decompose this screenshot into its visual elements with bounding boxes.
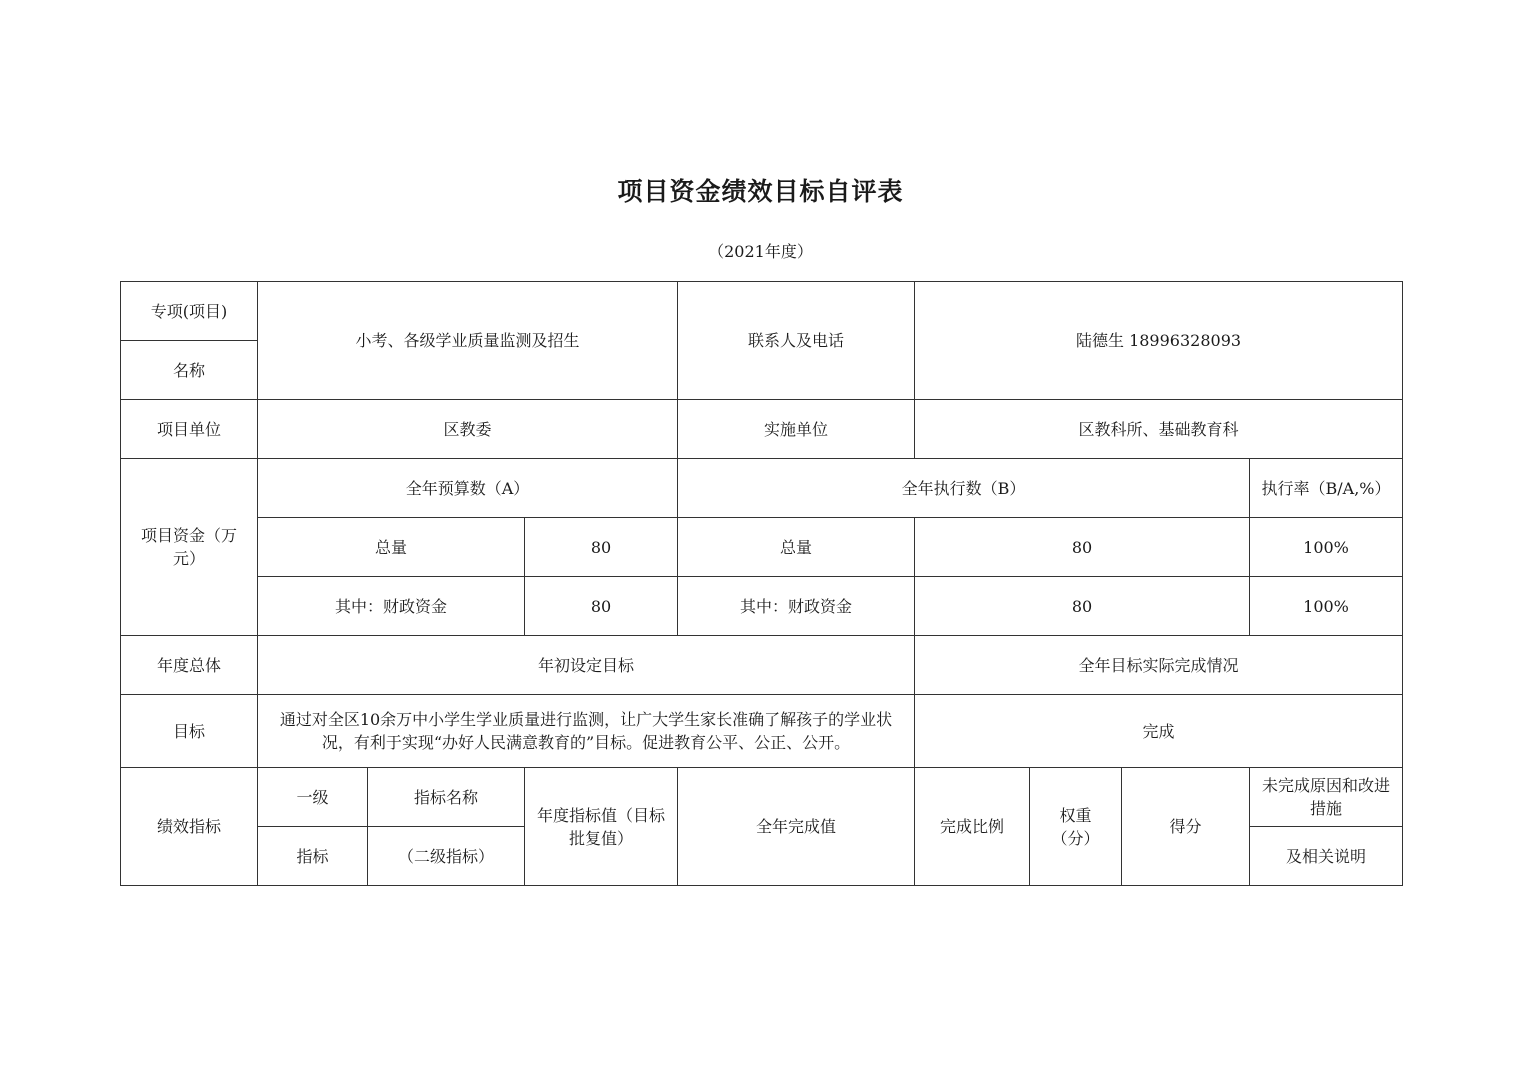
actual-goal-text: 完成	[915, 695, 1403, 768]
impl-unit-value: 区教科所、基础教育科	[915, 400, 1403, 459]
project-name-label-top: 专项(项目)	[121, 282, 258, 341]
executed-header: 全年执行数（B）	[678, 459, 1250, 518]
contact-label: 联系人及电话	[678, 282, 915, 400]
reason-header-top	[1250, 768, 1403, 827]
budget-total-label: 总量	[258, 518, 525, 577]
exec-total-value: 80	[915, 518, 1250, 577]
project-unit-value: 区教委	[258, 400, 678, 459]
self-evaluation-table	[120, 281, 1403, 886]
rate-total-value: 100%	[1250, 518, 1403, 577]
initial-goal-text: 通过对全区10余万中小学生学业质量进行监测，让广大学生家长准确了解孩子的学业状况，有利于实现“办好人民满意教育的”目标。促进教育公平、公正、公开。	[258, 695, 915, 768]
funds-row-fiscal	[121, 577, 1403, 636]
impl-unit-label: 实施单位	[678, 400, 915, 459]
annual-completed-header: 全年完成值	[678, 768, 915, 886]
performance-label: 绩效指标	[121, 768, 258, 886]
score-header: 得分	[1122, 768, 1250, 886]
project-unit-label: 项目单位	[121, 400, 258, 459]
funds-label	[121, 459, 258, 636]
indicator-name-header-top: 指标名称	[368, 768, 525, 827]
weight-header	[1030, 768, 1122, 886]
reason-text-top: 未完成原因和改进措施	[1262, 776, 1391, 818]
level1-header-bottom: 指标	[258, 827, 368, 886]
funds-label-text: 项目资金（万元）	[140, 526, 237, 568]
rate-fiscal-value: 100%	[1250, 577, 1403, 636]
exec-fiscal-label: 其中：财政资金	[678, 577, 915, 636]
completion-ratio-header: 完成比例	[915, 768, 1030, 886]
level1-header-top: 一级	[258, 768, 368, 827]
project-name-value: 小考、各级学业质量监测及招生	[258, 282, 678, 400]
indicator-name-header-bottom: （二级指标）	[368, 827, 525, 886]
project-name-label-bottom: 名称	[121, 341, 258, 400]
target-value-header	[525, 768, 678, 886]
exec-fiscal-value: 80	[915, 577, 1250, 636]
annual-goal-label-bottom: 目标	[121, 695, 258, 768]
target-value-text: 年度指标值（目标批复值）	[536, 805, 665, 848]
reason-header-bottom: 及相关说明	[1250, 827, 1403, 886]
annual-goal-label-top: 年度总体	[121, 636, 258, 695]
contact-value: 陆德生 18996328093	[915, 282, 1403, 400]
initial-goal-header: 年初设定目标	[258, 636, 915, 695]
exec-total-label: 总量	[678, 518, 915, 577]
rate-header: 执行率（B/A,%）	[1250, 459, 1403, 518]
budget-fiscal-value: 80	[525, 577, 678, 636]
funds-row-total	[121, 518, 1403, 577]
page-title: 项目资金绩效目标自评表	[617, 177, 904, 206]
actual-goal-header: 全年目标实际完成情况	[915, 636, 1403, 695]
budget-header: 全年预算数（A）	[258, 459, 678, 518]
budget-fiscal-label: 其中：财政资金	[258, 577, 525, 636]
budget-total-value: 80	[525, 518, 678, 577]
weight-text: 权重（分）	[1051, 805, 1100, 848]
year-note: （2021年度）	[708, 242, 813, 261]
